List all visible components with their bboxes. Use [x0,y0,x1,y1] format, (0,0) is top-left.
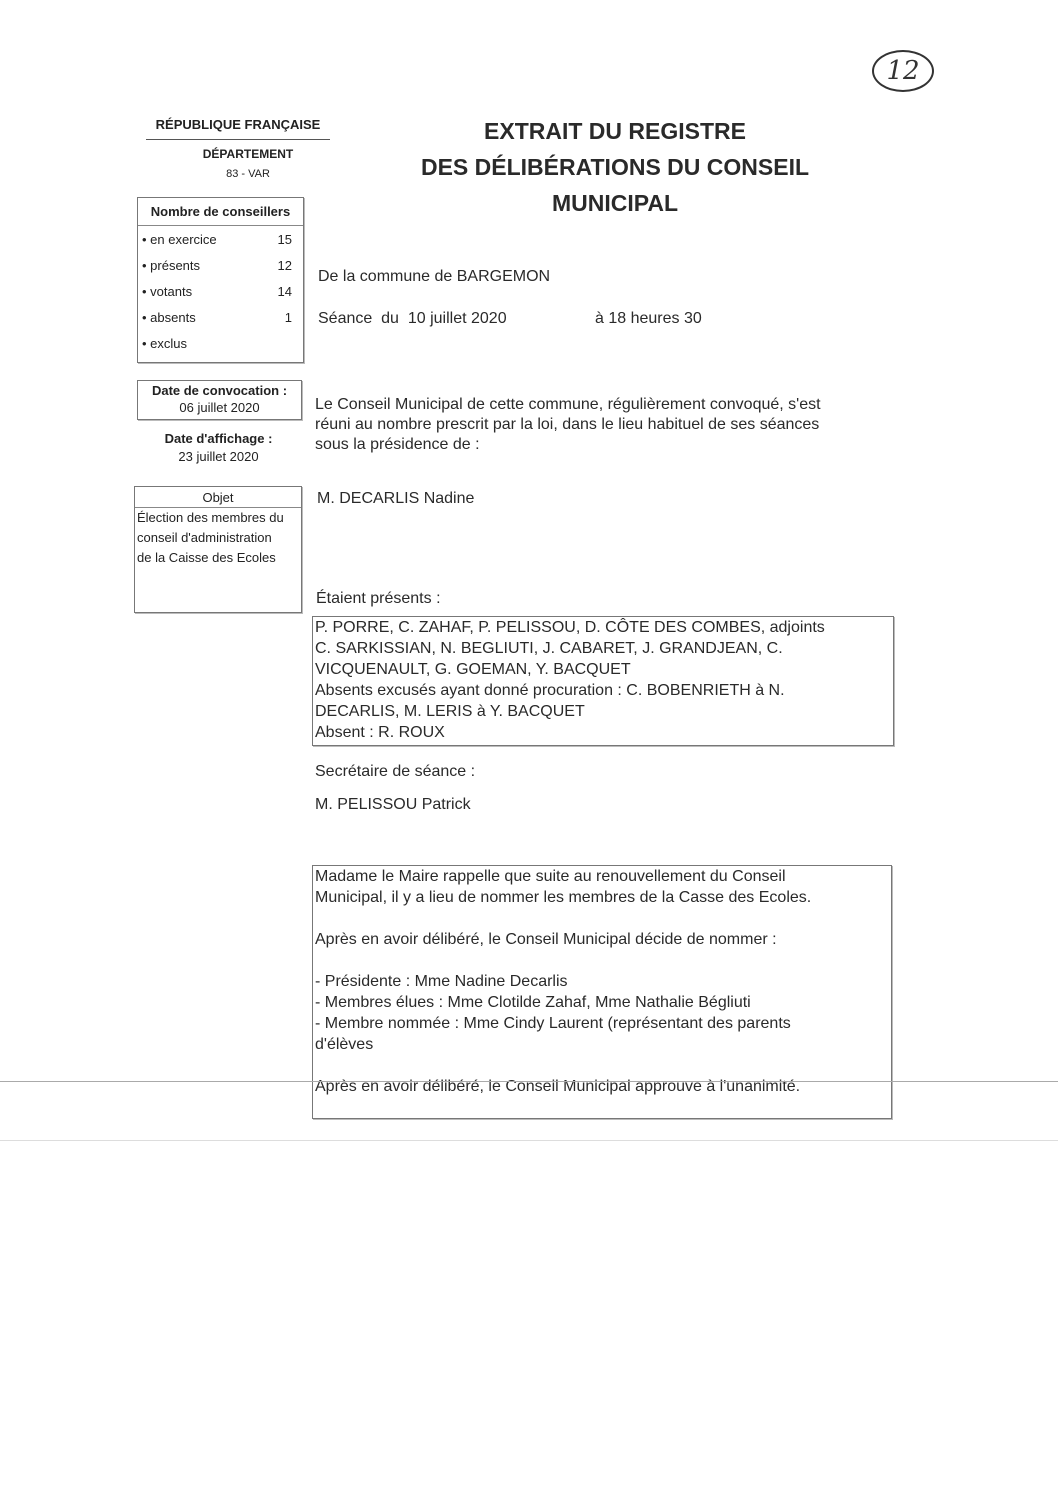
scan-line [0,1081,1058,1082]
row-value: 1 [284,310,292,325]
intro-line: sous la présidence de : [315,436,480,453]
intro-line: réuni au nombre prescrit par la loi, dans le lieu habituel de ses séances [315,416,820,433]
spacer [315,908,891,929]
republic-label: RÉPUBLIQUE FRANÇAISE [155,117,321,132]
convocation-label: Date de convocation : [151,383,288,398]
document-title [380,113,850,221]
row-value: 14 [277,284,292,299]
decision-line: Après en avoir délibéré, le Conseil Municipal approuve à l'unanimité. [315,1078,801,1095]
row-value: 15 [277,232,292,247]
scan-line [0,1140,1058,1141]
presents-line: Absent : R. ROUX [315,724,445,741]
title-line-3: MUNICIPAL [551,190,679,216]
decision-line: - Membres élues : Mme Clotilde Zahaf, Mme Nathalie Bégliuti [315,994,751,1011]
decision-line: - Membre nommée : Mme Cindy Laurent (représentant des parents [315,1015,791,1032]
row-value: 12 [277,258,292,273]
commune-line: De la commune de BARGEMON [318,268,551,285]
row-label: • présents [142,258,201,273]
row-label: • votants [142,284,193,299]
convocation-box [137,380,302,420]
presents-line: C. SARKISSIAN, N. BEGLIUTI, J. CABARET, J. GRANDJEAN, C. [315,640,783,657]
affichage-block [137,431,300,464]
spacer [315,950,891,971]
intro-paragraph [315,395,885,455]
spacer [315,1055,891,1076]
title-line-1: EXTRAIT DU REGISTRE [484,118,746,144]
conseillers-header: Nombre de conseillers [138,198,303,226]
objet-header: Objet [135,487,301,508]
department-label: DÉPARTEMENT [202,147,294,161]
presents-line: DECARLIS, M. LERIS à Y. BACQUET [315,703,585,720]
decision-line: Madame le Maire rappelle que suite au renouvellement du Conseil [315,868,786,885]
presents-box [312,616,894,746]
objet-line: Élection des membres du [137,510,284,525]
divider [146,139,330,140]
department-value: 83 - VAR [226,168,270,180]
presents-label: Étaient présents : [316,590,441,607]
decision-line: Après en avoir délibéré, le Conseil Municipal décide de nommer : [315,931,777,948]
decision-line: - Présidente : Mme Nadine Decarlis [315,973,568,990]
objet-text [135,508,301,568]
affichage-label: Date d'affichage : [164,431,273,446]
convocation-date: 06 juillet 2020 [179,400,260,415]
seance-date: Séance du 10 juillet 2020 [318,310,507,327]
presents-line: Absents excusés ayant donné procuration : C. BOBENRIETH à N. [315,682,785,699]
page-number-stamp: 12 [872,50,934,92]
seance-time: à 18 heures 30 [595,310,702,327]
secretaire-name: M. PELISSOU Patrick [315,796,471,813]
presents-line: P. PORRE, C. ZAHAF, P. PELISSOU, D. CÔTE DES COMBES, adjoints [315,619,825,636]
intro-line: Le Conseil Municipal de cette commune, régulièrement convoqué, s'est [315,396,821,413]
affichage-date: 23 juillet 2020 [178,449,259,464]
decision-line: Municipal, il y a lieu de nommer les membres de la Casse des Ecoles. [315,889,812,906]
row-label: • absents [142,310,196,325]
row-label: • exclus [142,336,188,351]
title-line-2: DES DÉLIBÉRATIONS DU CONSEIL [420,154,810,180]
president-name: M. DECARLIS Nadine [317,490,475,507]
objet-box [134,486,302,613]
conseillers-box [137,197,304,363]
presents-line: VICQUENAULT, G. GOEMAN, Y. BACQUET [315,661,631,678]
objet-line: conseil d'administration [137,530,272,545]
decision-line: d'élèves [315,1036,374,1053]
objet-line: de la Caisse des Ecoles [137,550,276,565]
secretaire-label: Secrétaire de séance : [315,763,476,780]
row-label: • en exercice [142,232,217,247]
